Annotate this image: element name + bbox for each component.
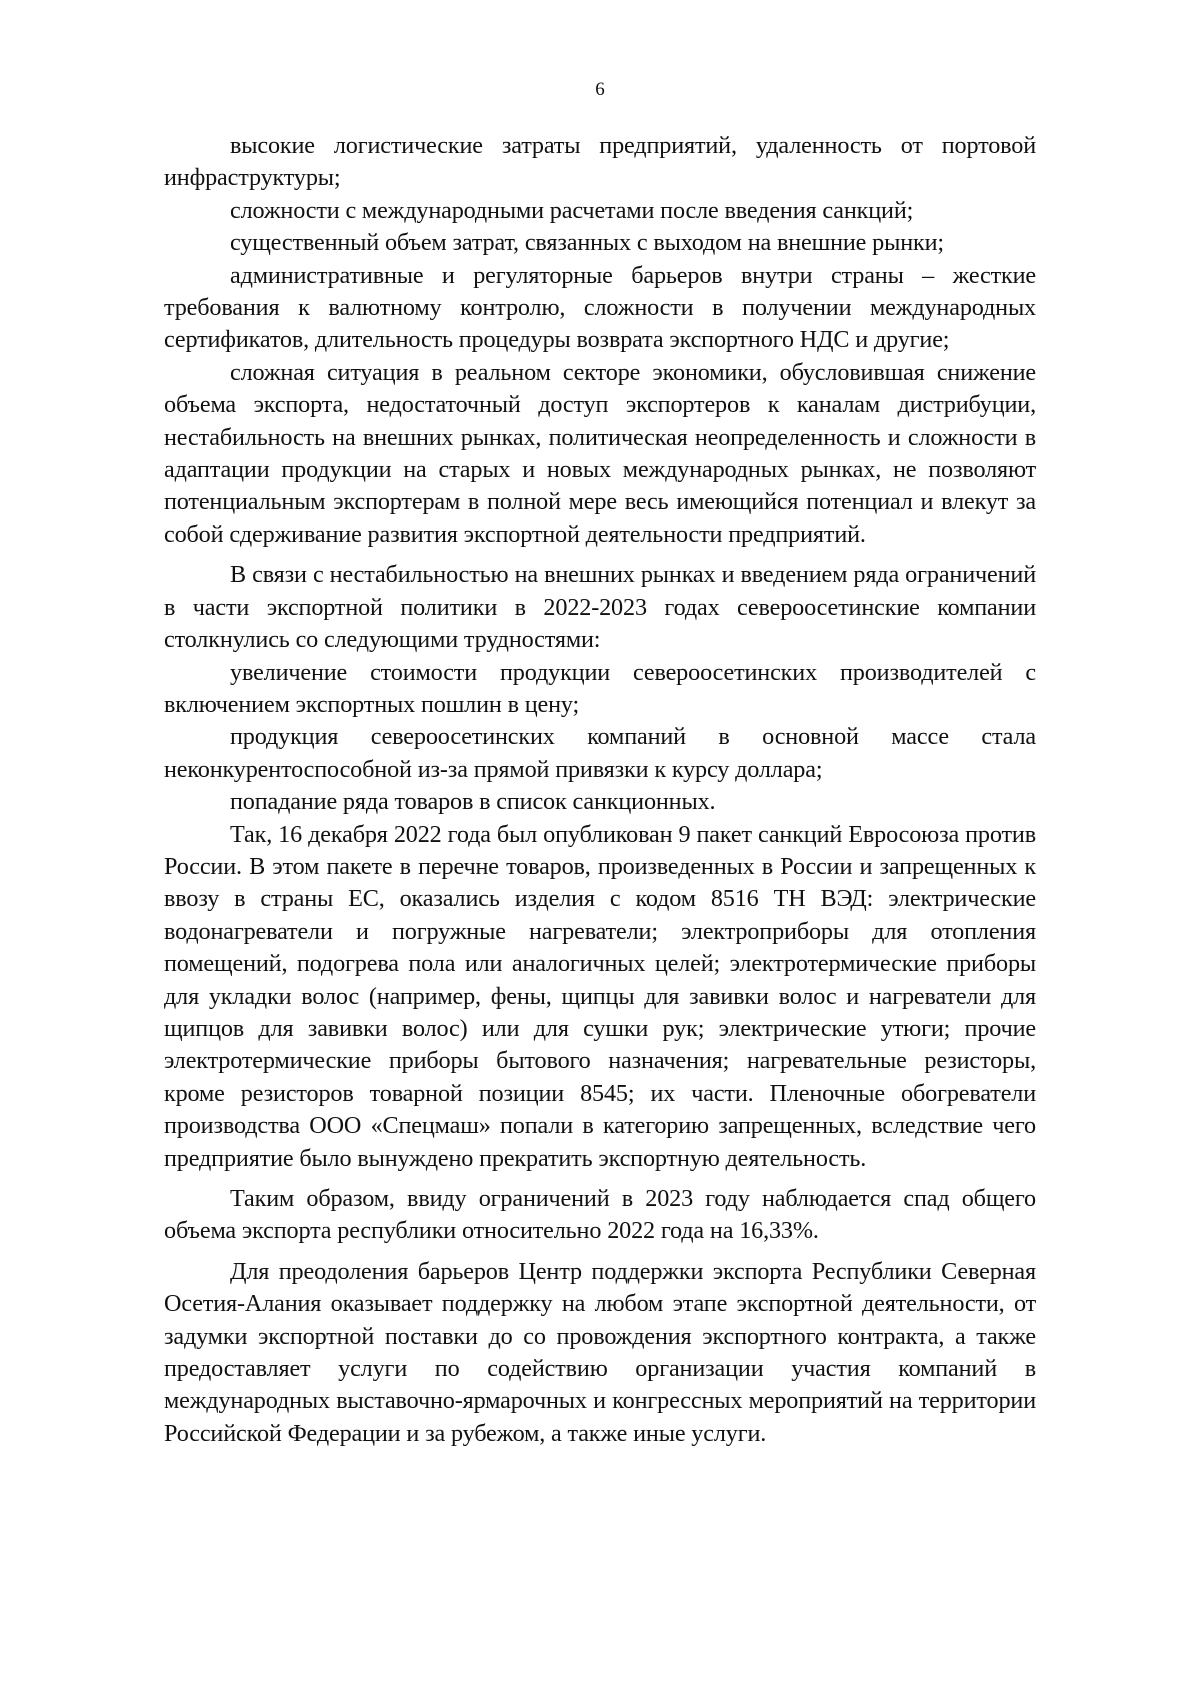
page-number: 6 bbox=[595, 79, 605, 100]
paragraph-export-decline: Таким образом, ввиду ограничений в 2023 году наблюдается спад общего объема экспорта республики относительно 2022 года на 16,33%. bbox=[164, 1185, 1036, 1245]
paragraph-settlement-difficulties: сложности с международными расчетами после введения санкций; bbox=[230, 196, 914, 224]
paragraph-real-sector-situation: сложная ситуация в реальном секторе экономики, обусловившая снижение объема экспорта, недостаточный доступ экспортеров к каналам дистрибуции, нестабильность на внешних рынках, политическая неопределенность и сложности в адаптации продукции на старых и новых международных рынках, не позволяют потенциальным экспортерам в полной мере весь имеющийся потенциал и влекут за собой сдерживание развития экспортной деятельности предприятий. bbox=[164, 358, 1036, 548]
paragraph-sanctions-list: попадание ряда товаров в список санкционных. bbox=[230, 788, 716, 816]
paragraph-market-entry-costs: существенный объем затрат, связанных с выходом на внешние рынки; bbox=[230, 229, 944, 257]
paragraph-regulatory-barriers: административные и регуляторные барьеров внутри страны – жесткие требования к валютному контролю, сложности в получении международных сертификатов, длительность процедуры возврата экспортного НДС и другие; bbox=[164, 261, 1036, 354]
paragraph-cost-increase: увеличение стоимости продукции североосетинских производителей с включением экспортных пошлин в цену; bbox=[164, 658, 1036, 718]
document-body bbox=[164, 130, 1036, 1450]
paragraph-uncompetitiveness: продукция североосетинских компаний в основной массе стала неконкурентоспособной из-за прямой привязки к курсу доллара; bbox=[164, 723, 1036, 783]
paragraph-export-support-center: Для преодоления барьеров Центр поддержки экспорта Республики Северная Осетия-Алания оказывает поддержку на любом этапе экспортной деятельности, от задумки экспортной поставки до со провождения экспортного контракта, а также предоставляет услуги по содействию организации участия компаний в международных выставочно-ярмарочных и конгрессных мероприятий на территории Российской Федерации и за рубежом, а также иные услуги. bbox=[164, 1257, 1036, 1447]
paragraph-eu-sanctions-package: Так, 16 декабря 2022 года был опубликован 9 пакет санкций Евросоюза против России. В этом пакете в перечне товаров, произведенных в России и запрещенных к ввозу в страны ЕС, оказались изделия с кодом 8516 ТН ВЭД: электрические водонагреватели и погружные нагреватели; электроприборы для отопления помещений, подогрева пола или аналогичных целей; электротермические приборы для укладки волос (например, фены, щипцы для завивки волос и нагреватели для щипцов для завивки волос) или для сушки рук; электрические утюги; прочие электротермические приборы бытового назначения; нагревательные резисторы, кроме резисторов товарной позиции 8545; их части. Пленочные обогреватели производства ООО «Спецмаш» попали в категорию запрещенных, вследствие чего предприятие было вынуждено прекратить экспортную деятельность. bbox=[164, 820, 1036, 1172]
paragraph-market-instability: В связи с нестабильностью на внешних рынках и введением ряда ограничений в части экспортной политики в 2022-2023 годах североосетинские компании столкнулись со следующими трудностями: bbox=[164, 561, 1036, 654]
paragraph-logistics-costs: высокие логистические затраты предприятий, удаленность от портовой инфраструктуры; bbox=[164, 132, 1036, 192]
